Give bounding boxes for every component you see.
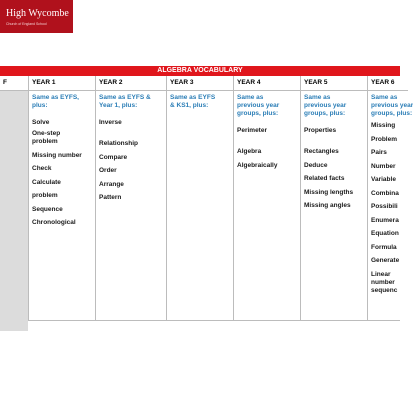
vocab-word: sequenc (371, 286, 398, 294)
vocab-word: Missing number (32, 151, 82, 159)
same-as-note: Same as EYFS & KS1, plus: (170, 94, 216, 109)
logo-school-name: High Wycombe (6, 8, 69, 19)
vocab-word: Arrange (99, 180, 124, 188)
vocab-word: Chronological (32, 219, 76, 226)
vocab-word: Missing angles (304, 202, 351, 209)
vocab-word: Rectangles (304, 148, 339, 155)
same-as-note: Same as previous year groups, plus: (371, 94, 413, 117)
vocab-word: Check (32, 165, 52, 172)
column-year-2 (96, 76, 167, 320)
vocab-word: number (371, 278, 395, 286)
logo-tagline: Church of England School (6, 22, 47, 26)
vocab-word: One-step (32, 130, 61, 137)
vocab-word: Sequence (32, 205, 63, 213)
vocab-word: Calculate (32, 178, 61, 186)
column-year-3 (167, 76, 234, 320)
same-as-note: Same as previous year groups, plus: (304, 94, 347, 117)
column-year-4 (234, 76, 301, 320)
vocab-word: Compare (99, 153, 128, 161)
vocab-word: Pattern (99, 194, 122, 201)
vocab-word: Formula (371, 243, 397, 251)
column-header: YEAR 2 (96, 76, 166, 91)
column-header: F (0, 76, 28, 91)
vocab-word: Generate (371, 257, 400, 264)
vocab-word: Deduce (304, 161, 328, 169)
vocab-word: Related facts (304, 175, 345, 182)
column-header: YEAR 5 (301, 76, 367, 91)
column-header: YEAR 3 (167, 76, 233, 91)
vocab-word: Combina (371, 189, 399, 197)
vocab-word: Relationship (99, 140, 139, 147)
column-body-shaded (0, 91, 28, 331)
same-as-note: Same as EYFS, plus: (32, 94, 79, 109)
vocab-word: Inverse (99, 119, 122, 126)
vocab-word: Missing (371, 122, 396, 129)
same-as-note: Same as EYFS & Year 1, plus: (99, 94, 151, 109)
vocab-word: Algebraically (237, 161, 278, 169)
vocab-word: Possibili (371, 203, 398, 210)
column-year-5 (301, 76, 368, 320)
vocabulary-table (0, 76, 413, 321)
vocab-word: Missing lengths (304, 188, 354, 196)
vocab-word: Pairs (371, 149, 387, 156)
vocab-word: Perimeter (237, 127, 267, 134)
column-eyfs (0, 76, 29, 320)
vocab-word: problem (32, 192, 58, 199)
column-header: YEAR 4 (234, 76, 300, 91)
vocab-word: Algebra (237, 148, 262, 155)
vocab-word: Enumera (371, 216, 399, 224)
vocab-word: Linear (371, 270, 391, 278)
vocab-word: Equation (371, 230, 399, 237)
vocab-word: Properties (304, 127, 337, 134)
vocab-word: Number (371, 162, 396, 170)
table-title-banner: ALGEBRA VOCABULARY (0, 66, 400, 76)
vocab-word: Order (99, 167, 117, 174)
column-year-1 (29, 76, 96, 320)
column-header: YEAR 1 (29, 76, 95, 91)
column-header: YEAR 6 (368, 76, 408, 91)
column-year-6 (368, 76, 413, 320)
vocab-word: problem (32, 138, 58, 145)
same-as-note: Same as previous year groups, plus: (237, 94, 280, 117)
school-logo (0, 0, 73, 33)
vocab-word: Problem (371, 135, 398, 143)
vocab-word: Solve (32, 119, 50, 126)
vocab-word: Variable (371, 176, 396, 183)
